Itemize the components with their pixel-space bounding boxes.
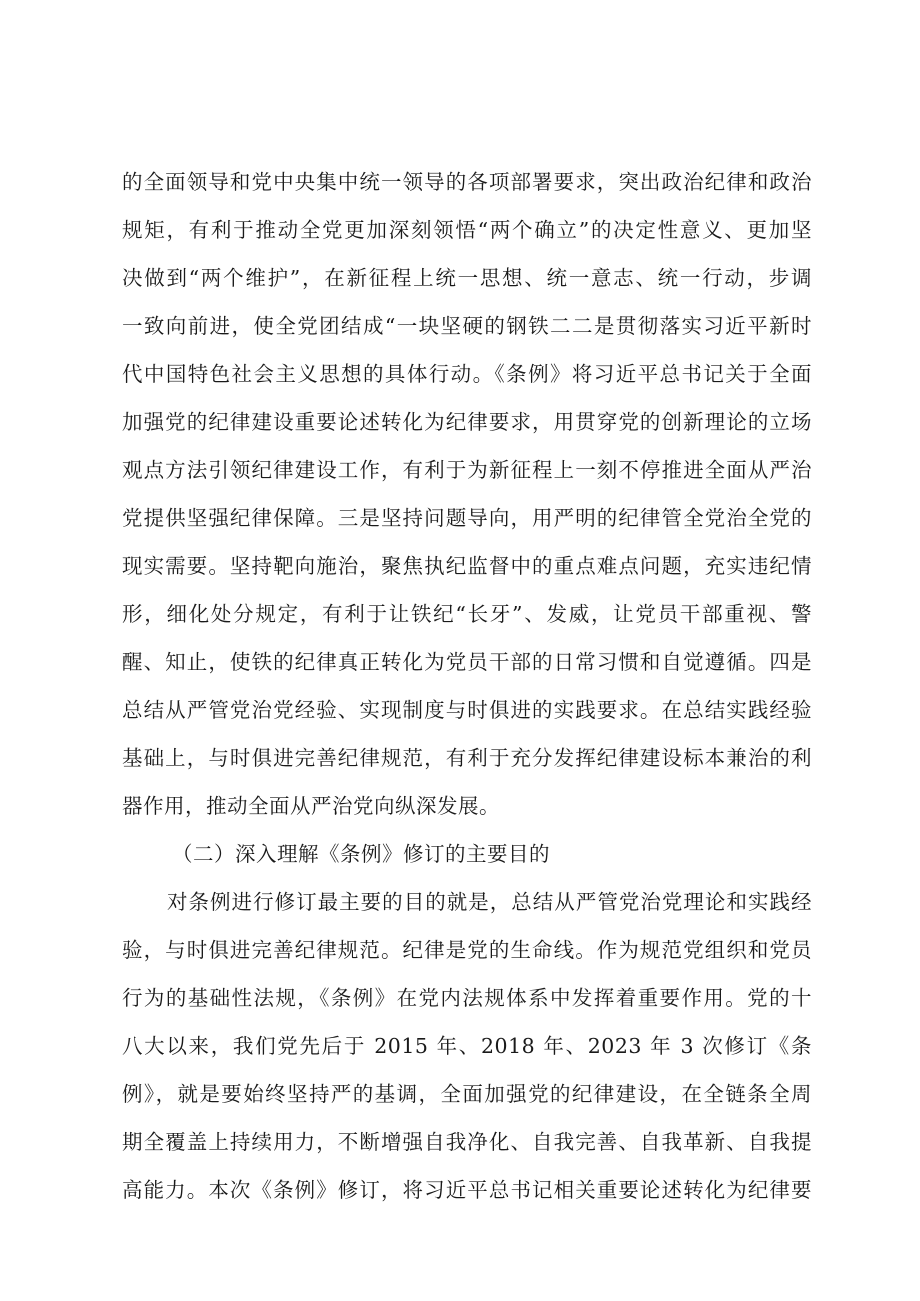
text-line: 加强党的纪律建设重要论述转化为纪律要求，用贯穿党的创新理论的立场 — [122, 410, 812, 434]
text-line: 行为的基础性法规，《条例》在党内法规体系中发挥着重要作用。党的十 — [122, 986, 812, 1010]
text-line: 期全覆盖上持续用力，不断增强自我净化、自我完善、自我革新、自我提 — [122, 1130, 812, 1154]
text-line: 决做到“两个维护”，在新征程上统一思想、统一意志、统一行动，步调 — [122, 266, 812, 290]
text-line: 醒、知止，使铁的纪律真正转化为党员干部的日常习惯和自觉遵循。四是 — [122, 650, 812, 674]
text-line: 形，细化处分规定，有利于让铁纪“长牙”、发威，让党员干部重视、警 — [122, 602, 812, 626]
paragraph-2 — [122, 878, 812, 1214]
section-heading: （二）深入理解《条例》修订的主要目的 — [172, 842, 550, 866]
document-body — [122, 158, 812, 1214]
text-line: 器作用，推动全面从严治党向纵深发展。 — [122, 794, 500, 818]
text-line: 基础上，与时俱进完善纪律规范，有利于充分发挥纪律建设标本兼治的利 — [122, 746, 812, 770]
text-line: 八大以来，我们党先后于 2015 年、2018 年、2023 年 3 次修订《条 — [122, 1034, 812, 1058]
text-line: 例》，就是要始终坚持严的基调，全面加强党的纪律建设，在全链条全周 — [122, 1082, 812, 1106]
paragraph-1 — [122, 158, 812, 830]
text-line: 的全面领导和党中央集中统一领导的各项部署要求，突出政治纪律和政治 — [122, 170, 812, 194]
text-line: 验，与时俱进完善纪律规范。纪律是党的生命线。作为规范党组织和党员 — [122, 938, 812, 962]
text-line: 观点方法引领纪律建设工作，有利于为新征程上一刻不停推进全面从严治 — [122, 458, 812, 482]
text-line: 高能力。本次《条例》修订，将习近平总书记相关重要论述转化为纪律要 — [122, 1178, 812, 1202]
text-line: 规矩，有利于推动全党更加深刻领悟“两个确立”的决定性意义、更加坚 — [122, 218, 812, 242]
text-line: 代中国特色社会主义思想的具体行动。《条例》将习近平总书记关于全面 — [122, 362, 812, 386]
text-line: 总结从严管党治党经验、实现制度与时俱进的实践要求。在总结实践经验 — [122, 698, 812, 722]
text-line: 一致向前进，使全党团结成“一块坚硬的钢铁二二是贯彻落实习近平新时 — [122, 314, 812, 338]
text-line: 党提供坚强纪律保障。三是坚持问题导向，用严明的纪律管全党治全党的 — [122, 506, 812, 530]
text-line: 现实需要。坚持靶向施治，聚焦执纪监督中的重点难点问题，充实违纪情 — [122, 554, 812, 578]
text-line: 对条例进行修订最主要的目的就是，总结从严管党治党理论和实践经 — [167, 890, 812, 914]
